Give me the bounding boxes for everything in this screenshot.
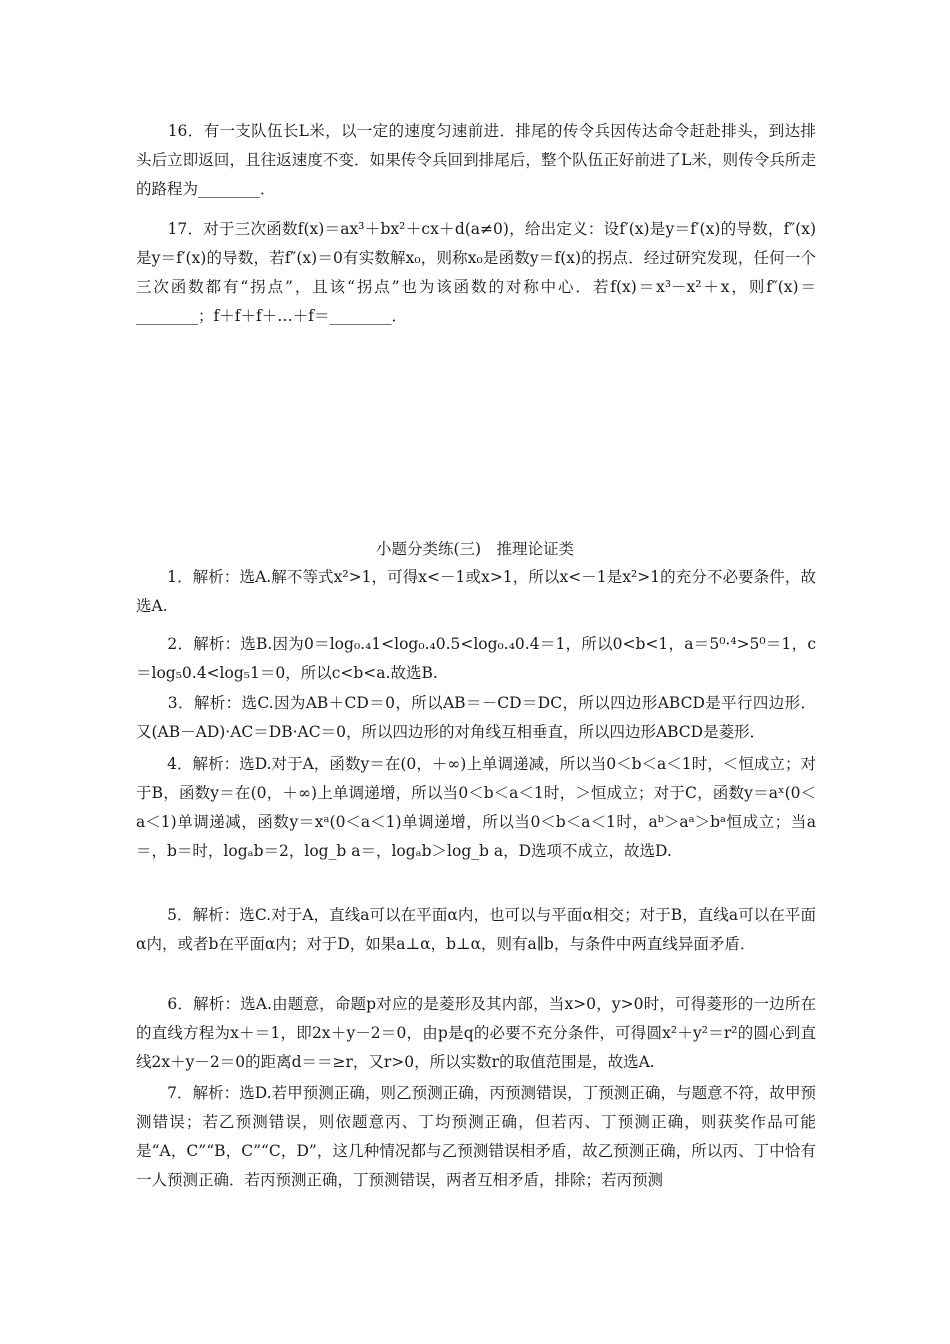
answer-5: 5．解析：选C.对于A，直线a可以在平面α内，也可以与平面α相交；对于B，直线a可以在平面α内，或者b在平面α内；对于D，如果a⊥α，b⊥α，则有a∥b，与条件中两直线异面矛盾． [136, 906, 816, 953]
answer-2: 2．解析：选B.因为0＝log₀.₄1<log₀.₄0.5<log₀.₄0.4＝1，所以0<b<1，a＝5⁰·⁴>5⁰＝1，c＝log₅0.4<log₅1＝0，所以c<b<a.故选B. [136, 635, 816, 682]
answer-3: 3．解析：选C.因为AB＋CD＝0，所以AB＝－CD＝DC，所以四边形ABCD是平行四边形．又(AB－AD)·AC＝DB·AC＝0，所以四边形的对角线互相垂直，所以四边形ABCD是菱形． [136, 694, 816, 741]
problem-16: 16．有一支队伍长L米，以一定的速度匀速前进．排尾的传令兵因传达命令赶赴排头，到达排头后立即返回，且往返速度不变．如果传令兵回到排尾后，整个队伍正好前进了L米，则传令兵所走的路程为________． [136, 122, 816, 198]
answer-4: 4．解析：选D.对于A，函数y＝在(0，＋∞)上单调递减，所以当0＜b＜a＜1时，＜恒成立；对于B，函数y＝在(0，＋∞)上单调递增，所以当0＜b＜a＜1时，＞恒成立；对于C，函数y＝aˣ(0＜a＜1)单调递减，函数y＝xᵃ(0＜a＜1)单调递增，所以当0＜b＜a＜1时，aᵇ＞aᵃ＞bᵃ恒成立；当a＝，b＝时，logₐb＝2，log_b a＝，logₐb＞log_b a，D选项不成立，故选D. [136, 755, 816, 860]
answer-1: 1．解析：选A.解不等式x²>1，可得x<－1或x>1，所以x<－1是x²>1的充分不必要条件，故选A. [136, 568, 816, 615]
section-title: 小题分类练(三) 推理论证类 [375, 540, 575, 558]
answer-7: 7．解析：选D.若甲预测正确，则乙预测正确，丙预测错误，丁预测正确，与题意不符，故甲预测错误；若乙预测错误，则依题意丙、丁均预测正确，但若丙、丁预测正确，则获奖作品可能是“A，C”“B，C”“C，D”，这几种情况都与乙预测错误相矛盾，故乙预测正确，所以丙、丁中恰有一人预测正确．若丙预测正确，丁预测错误，两者互相矛盾，排除；若丙预测 [136, 1084, 816, 1189]
problem-17: 17．对于三次函数f(x)＝ax³＋bx²＋cx＋d(a≠0)，给出定义：设f′(x)是y＝f′(x)的导数，f″(x)是y＝f′(x)的导数，若f″(x)＝0有实数解x₀，则称x₀是函数y＝f(x)的拐点．经过研究发现，任何一个三次函数都有“拐点”，且该“拐点”也为该函数的对称中心．若f(x)＝x³－x²＋x，则f″(x)＝________；f＋f＋f＋…＋f＝________． [136, 220, 816, 325]
answer-6: 6．解析：选A.由题意，命题p对应的是菱形及其内部，当x>0，y>0时，可得菱形的一边所在的直线方程为x＋＝1，即2x＋y－2＝0，由p是q的必要不充分条件，可得圆x²＋y²＝r²的圆心到直线2x＋y－2＝0的距离d＝＝≥r，又r>0，所以实数r的取值范围是，故选A. [136, 995, 816, 1071]
